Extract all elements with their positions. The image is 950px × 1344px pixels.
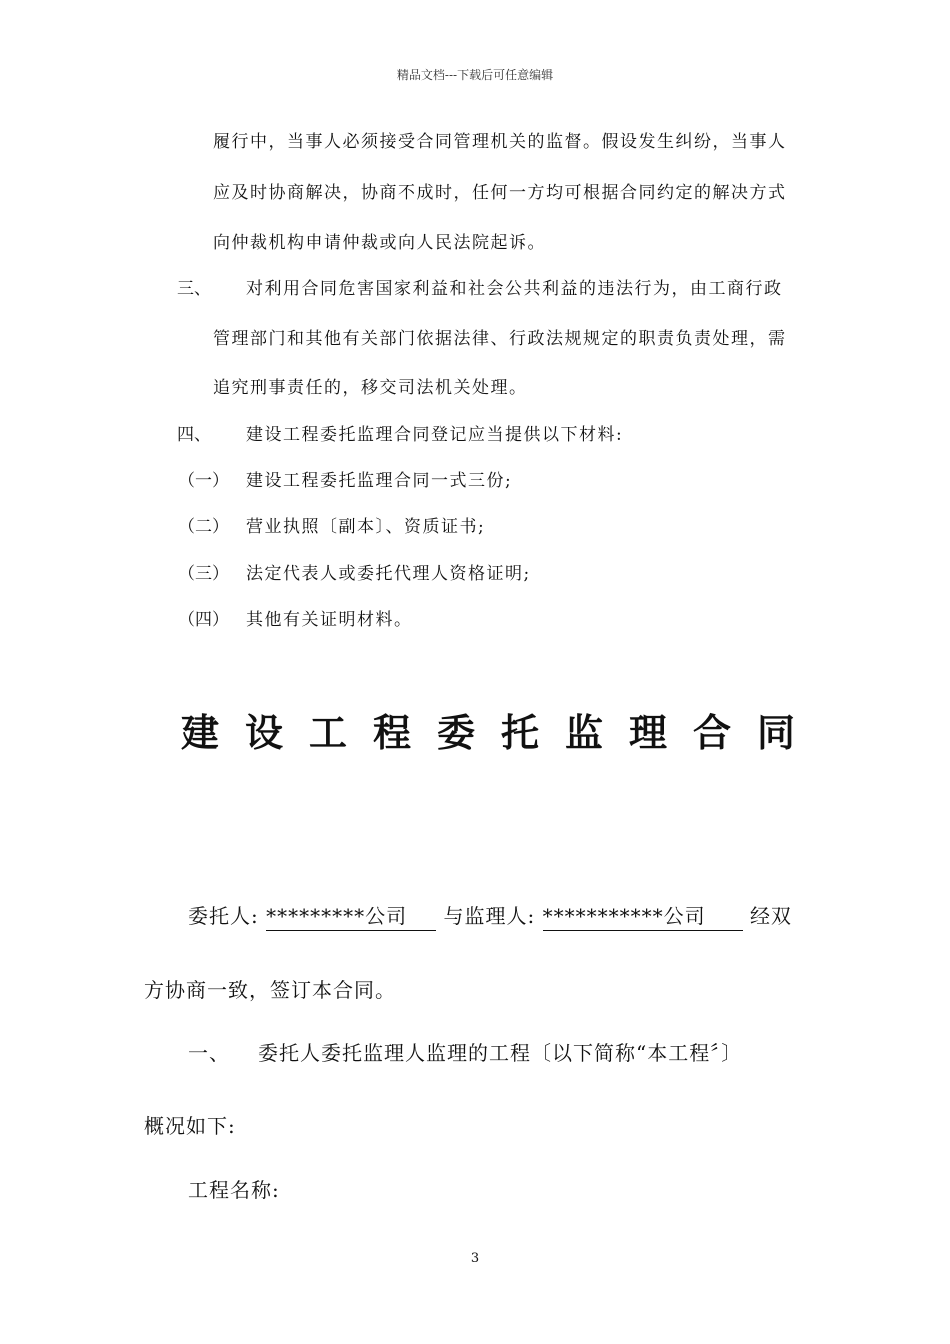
supervisor-field: ***********公司 — [543, 900, 743, 931]
parties-line — [188, 900, 792, 931]
item-marker: 三、 — [177, 279, 211, 299]
section-heading: 委托人委托监理人监理的工程〔以下简称“本工程〞〕 — [258, 1041, 743, 1065]
parties-tail: 经双 — [749, 904, 792, 928]
list-marker: （四） — [178, 610, 229, 630]
client-field: *********公司 — [266, 900, 436, 931]
list-marker: （三） — [178, 564, 229, 584]
list-item: 其他有关证明材料。 — [246, 610, 413, 630]
paragraph-line: 向仲裁机构申请仲裁或向人民法院起诉。 — [213, 233, 546, 253]
parties-line-2: 方协商一致，签订本合同。 — [144, 978, 396, 1002]
page-number: 3 — [470, 1251, 480, 1266]
paragraph-line: 管理部门和其他有关部门依据法律、行政法规规定的职责负责处理，需 — [213, 329, 787, 349]
page-header: 精品文档---下载后可任意编辑 — [396, 68, 554, 82]
supervisor-label: 与监理人: — [443, 904, 536, 928]
section-marker: 一、 — [188, 1041, 230, 1065]
contract-title: 建设工程委托监理合同 — [180, 711, 821, 755]
client-label: 委托人: — [188, 904, 259, 928]
list-marker: （一） — [178, 471, 229, 491]
list-item: 法定代表人或委托代理人资格证明; — [246, 564, 531, 584]
paragraph-line: 应及时协商解决，协商不成时，任何一方均可根据合同约定的解决方式 — [213, 183, 787, 203]
project-name-label: 工程名称: — [188, 1178, 280, 1202]
paragraph-line: 履行中，当事人必须接受合同管理机关的监督。假设发生纠纷，当事人 — [213, 132, 787, 152]
section-heading-cont: 概况如下: — [144, 1114, 236, 1138]
list-item: 营业执照〔副本〕、资质证书; — [246, 517, 486, 537]
item-marker: 四、 — [177, 425, 211, 445]
paragraph-line: 追究刑事责任的，移交司法机关处理。 — [213, 378, 528, 398]
list-item: 建设工程委托监理合同一式三份; — [246, 471, 513, 491]
paragraph-line: 建设工程委托监理合同登记应当提供以下材料: — [246, 425, 624, 445]
paragraph-line: 对利用合同危害国家利益和社会公共利益的违法行为，由工商行政 — [246, 279, 783, 299]
list-marker: （二） — [178, 517, 229, 537]
